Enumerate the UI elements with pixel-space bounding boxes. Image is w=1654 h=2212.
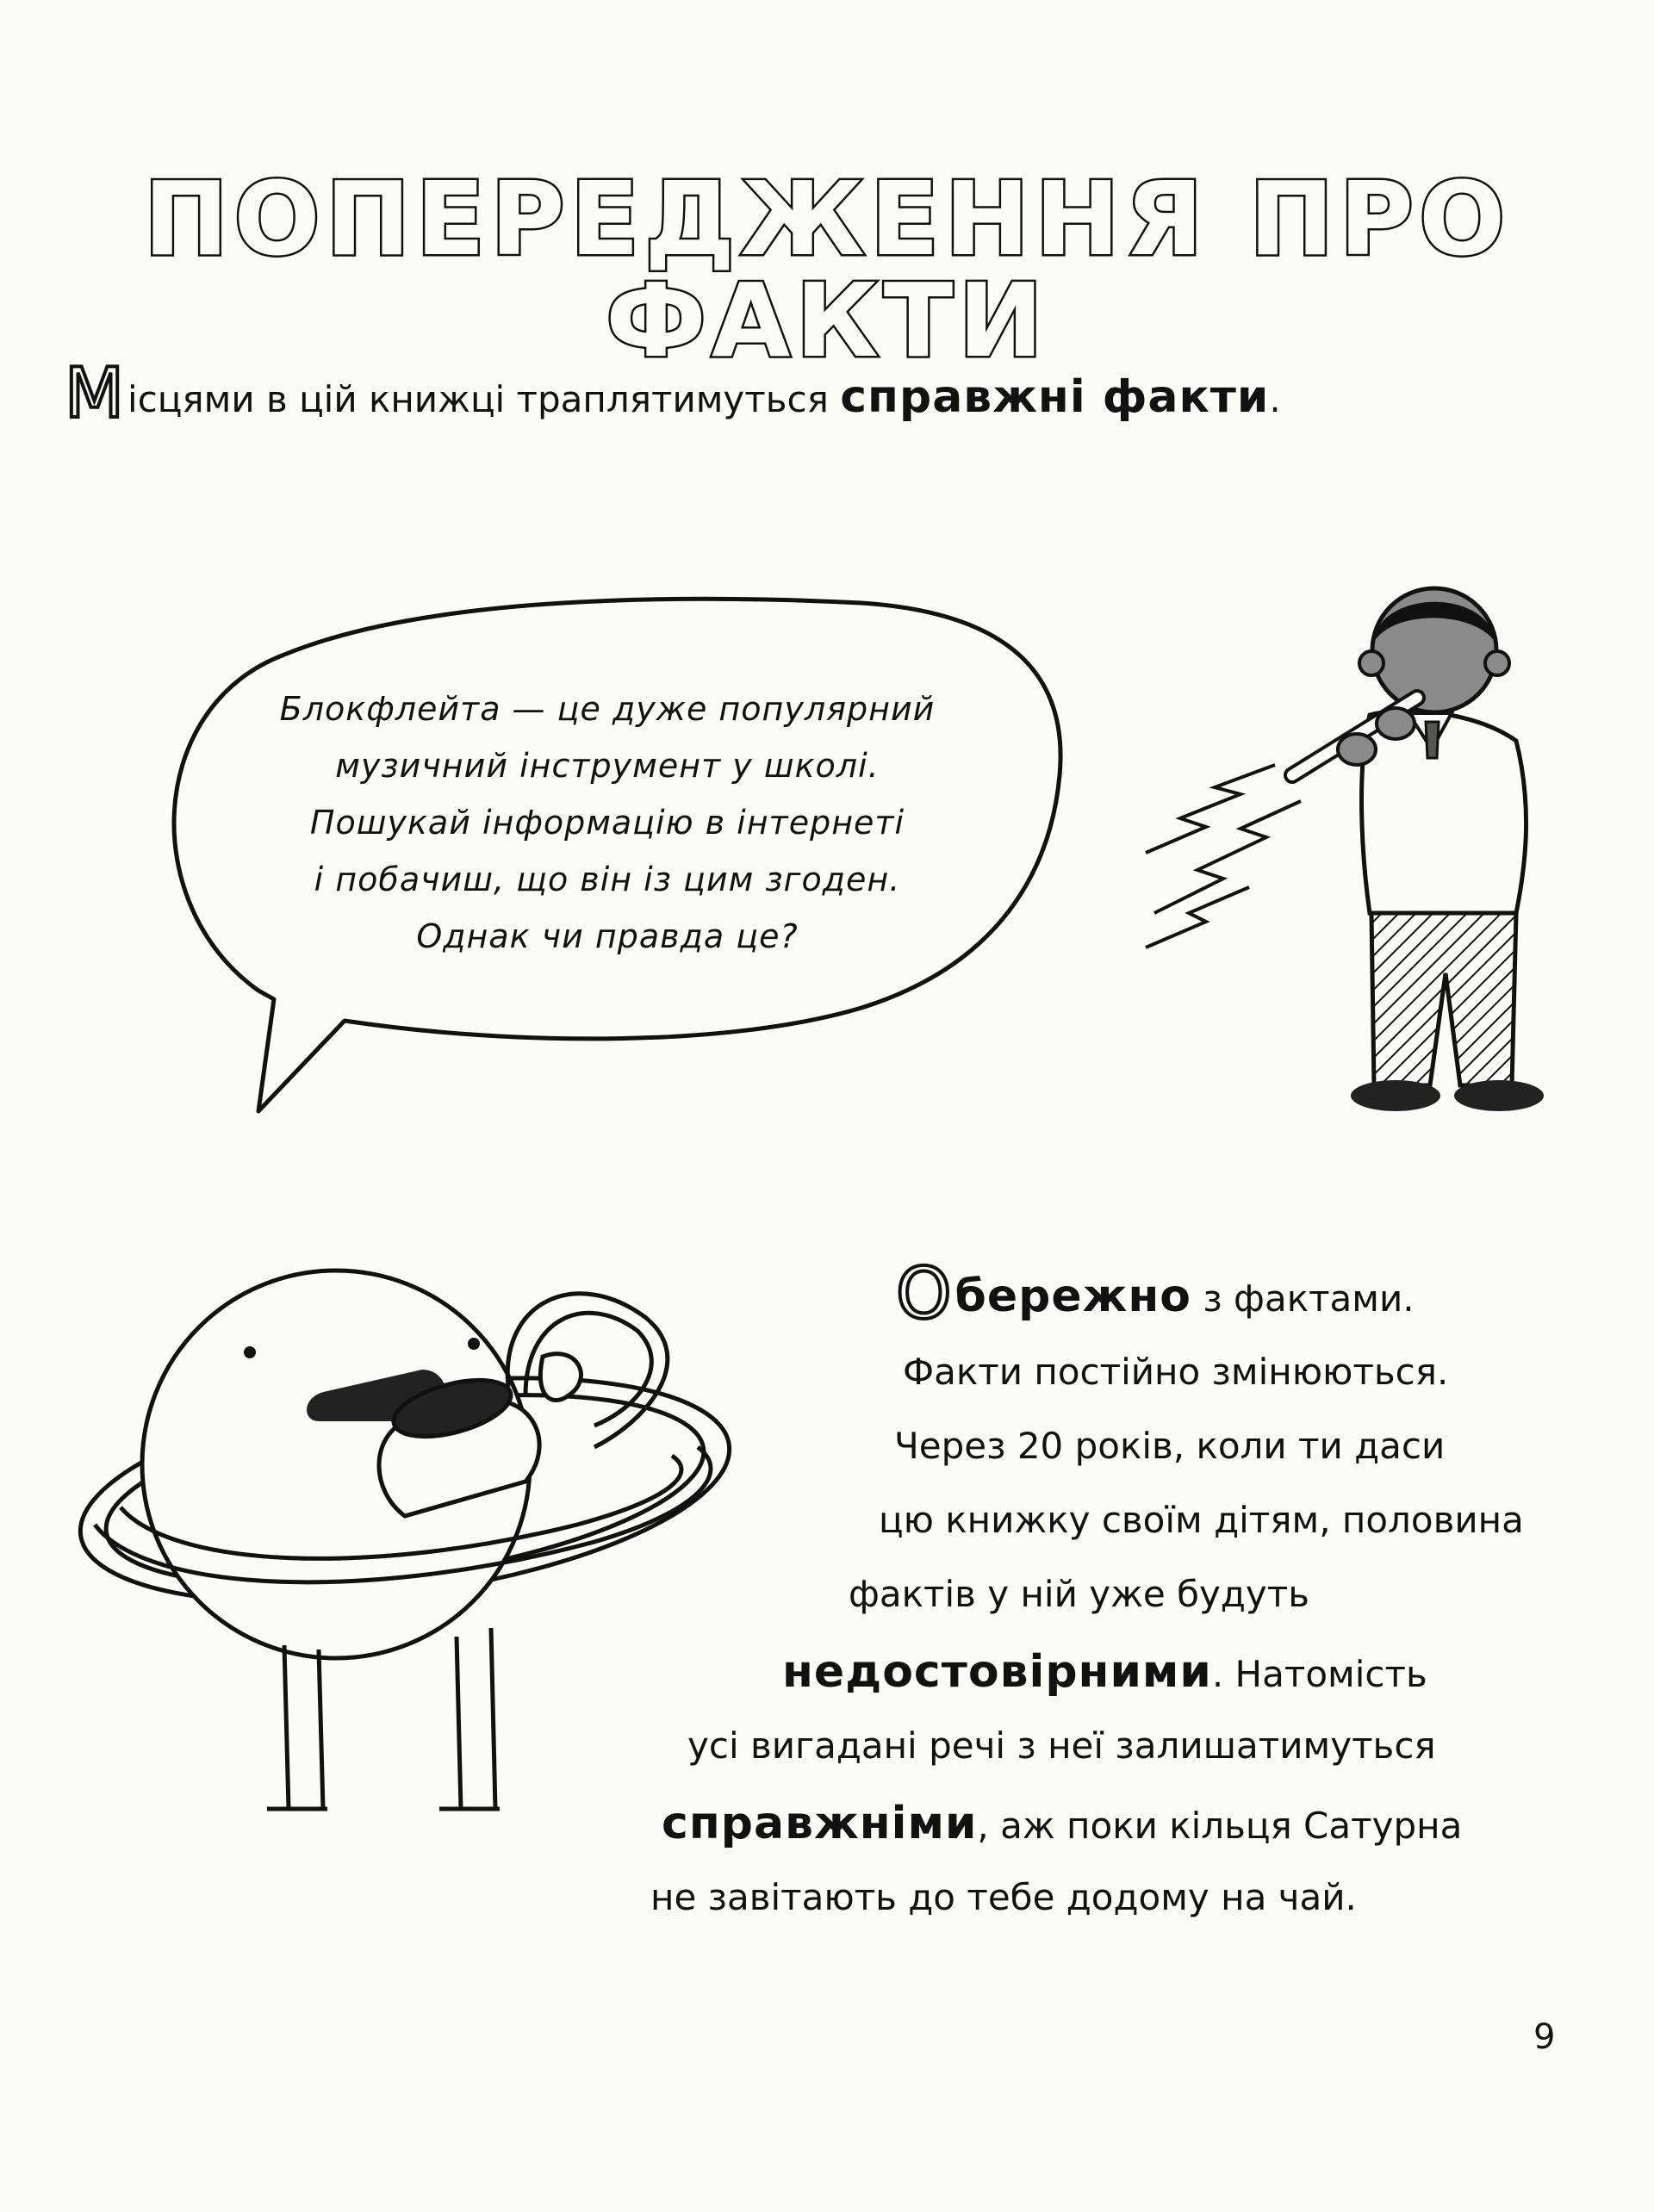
bubble-line: музичний інструмент у школі. xyxy=(335,747,880,785)
paragraph-bold-word: недостовірними xyxy=(782,1646,1212,1698)
paragraph-line-3: Через 20 років, коли ти даси xyxy=(894,1425,1446,1467)
bubble-line: Пошукай інформацію в інтернеті xyxy=(309,804,905,842)
paragraph-line-1 xyxy=(896,1253,1415,1336)
bubble-line: Однак чи правда це? xyxy=(416,917,799,955)
paragraph-line-7: усі вигадані речі з неї залишатимуться xyxy=(687,1724,1436,1767)
paragraph-text: , аж поки кільця Сатурна xyxy=(977,1805,1463,1847)
paragraph-line-9: не завітають до тебе додому на чай. xyxy=(650,1876,1357,1918)
paragraph-dropcap: О xyxy=(896,1253,952,1335)
paragraph-line-8 xyxy=(662,1786,1462,1863)
paragraph-text: з фактами. xyxy=(1191,1277,1415,1320)
paragraph-line-6 xyxy=(782,1635,1427,1712)
intro-dropcap: М xyxy=(65,353,125,433)
bubble-line: і побачиш, що він із цим згоден. xyxy=(314,861,901,898)
paragraph-bold-word: справжніми xyxy=(662,1798,978,1849)
page-title: ПОПЕРЕДЖЕННЯ ПРО ФАКТИ xyxy=(143,159,1511,380)
bubble-text xyxy=(177,680,1038,965)
paragraph-line-4: цю книжку своїм дітям, половина xyxy=(879,1499,1524,1541)
paragraph-bold-word: бережно xyxy=(954,1271,1192,1322)
intro-end: . xyxy=(1269,378,1281,420)
man-with-recorder-illustration xyxy=(1111,569,1559,1137)
paragraph-line-5: фактів у ній уже будуть xyxy=(849,1573,1309,1615)
paragraph-line-2: Факти постійно змінюються. xyxy=(903,1351,1449,1393)
intro-text: ісцями в цій книжці траплятимуться xyxy=(127,378,841,420)
bubble-line: Блокфлейта — це дуже популярний xyxy=(279,690,936,728)
paragraph-text: . Натомість xyxy=(1211,1653,1427,1695)
intro-bold: справжні факти xyxy=(840,371,1270,423)
page-number: 9 xyxy=(1533,2017,1556,2057)
